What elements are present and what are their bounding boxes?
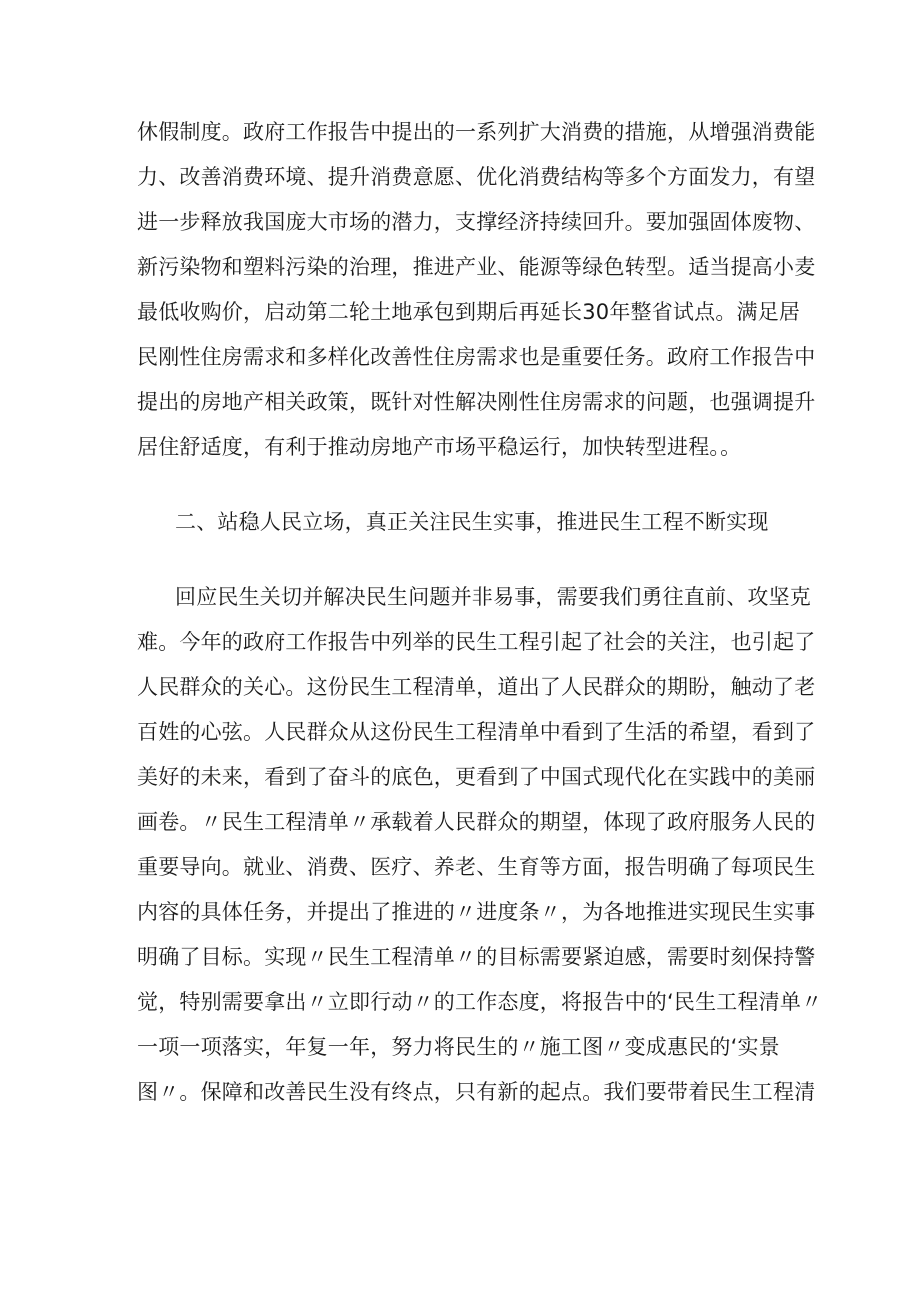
paragraph-line: 最低收购价，启动第二轮土地承包到期后再延长30年整省试点。满足居 (137, 300, 801, 324)
paragraph-line: 新污染物和塑料污染的治理，推进产业、能源等绿色转型。适当提高小麦 (137, 255, 816, 279)
paragraph-line: 休假制度。政府工作报告中提出的一系列扩大消费的措施，从增强消费能 (137, 120, 816, 144)
paragraph-line: 难。今年的政府工作报告中列举的民生工程引起了社会的关注，也引起了 (137, 630, 816, 654)
paragraph-line: 民刚性住房需求和多样化改善性住房需求也是重要任务。政府工作报告中 (137, 345, 816, 369)
paragraph-line: 明确了目标。实现〃民生工程清单〃的目标需要紧迫感，需要时刻保持警 (137, 945, 816, 969)
paragraph-line: 图〃。保障和改善民生没有终点，只有新的起点。我们要带着民生工程清 (137, 1080, 816, 1104)
section-heading: 二、站稳人民立场，真正关注民生实事，推进民生工程不断实现 (175, 510, 769, 534)
paragraph-line: 重要导向。就业、消费、医疗、养老、生育等方面，报告明确了每项民生 (137, 855, 816, 879)
paragraph-line: 人民群众的关心。这份民生工程清单，道出了人民群众的期盼，触动了老 (137, 675, 816, 699)
paragraph-line: 居住舒适度，有利于推动房地产市场平稳运行，加快转型进程。。 (137, 435, 742, 459)
paragraph-line: 百姓的心弦。人民群众从这份民生工程清单中看到了生活的希望，看到了 (137, 720, 816, 744)
paragraph-line: 觉，特别需要拿出〃立即行动〃的工作态度，将报告中的‘民生工程清单〃 (137, 990, 823, 1014)
paragraph-line: 提出的房地产相关政策，既针对性解决刚性住房需求的问题，也强调提升 (137, 390, 816, 414)
paragraph-line: 力、改善消费环境、提升消费意愿、优化消费结构等多个方面发力，有望 (137, 165, 816, 189)
paragraph-line: 美好的未来，看到了奋斗的底色，更看到了中国式现代化在实践中的美丽 (137, 765, 816, 789)
paragraph-line: 内容的具体任务，并提出了推进的〃进度条〃，为各地推进实现民生实事 (137, 900, 816, 924)
paragraph-line: 一项一项落实，年复一年，努力将民生的〃施工图〃变成惠民的‘实景 (137, 1035, 780, 1059)
paragraph-line: 进一步释放我国庞大市场的潜力，支撑经济持续回升。要加强固体废物、 (137, 210, 816, 234)
paragraph-line: 画卷。〃民生工程清单〃承载着人民群众的期望，体现了政府服务人民的 (137, 810, 816, 834)
paragraph-line: 回应民生关切并解决民生问题并非易事，需要我们勇往直前、攻坚克 (175, 585, 811, 609)
